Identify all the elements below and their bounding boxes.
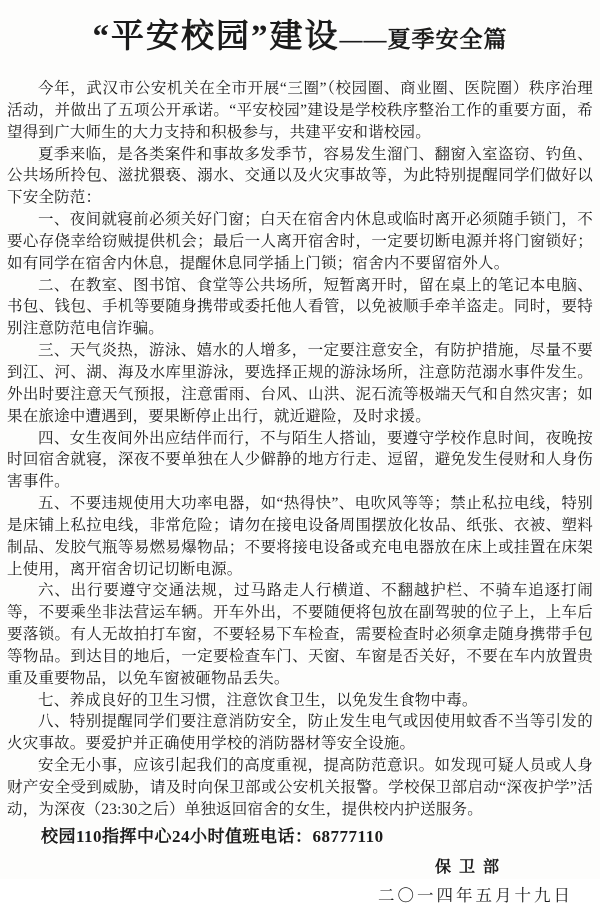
phone-line: 校园110指挥中心24小时值班电话：68777110: [41, 826, 384, 846]
signature-date: 二〇一四年五月十九日: [378, 885, 573, 905]
paragraph-summer-warning: 夏季来临，是各类案件和事故多发季节，容易发生溜门、翻窗入室盗窃、钓鱼、公共场所拎包、滋扰猥亵、溺水、交通以及火灾事故等，为此特别提醒同学们做好以下安全防范：: [7, 145, 593, 207]
notice-body: [7, 78, 593, 906]
item-4-night-travel-safety: 四、女生夜间外出应结伴而行，不与陌生人搭讪，要遵守学校作息时间，夜晚按时回宿舍就寝，深夜不要单独在人少僻静的地方行走、逗留，避免发生侵财和人身伤害事件。: [7, 429, 593, 491]
item-6-traffic-vehicle-safety: 六、出行要遵守交通法规，过马路走人行横道、不翻越护栏、不骑车追逐打闹等，不要乘坐非法营运车辆。开车外出，不要随便将包放在副驾驶的位子上，上车后要落锁。有人无故拍打车窗，不要轻易下车检查，需要检查时必须拿走随身携带手包等物品。到达目的地后，一定要检查车门、天窗、车窗是否关好，不要在车内放置贵重及重要物品，以免车窗被砸物品丢失。: [7, 582, 593, 687]
item-3-swimming-weather: 三、天气炎热，游泳、嬉水的人增多，一定要注意安全，有防护措施，尽量不要到江、河、湖、海及水库里游泳，要选择正规的游泳场所，注意防范溺水事件发生。外出时要注意天气预报，注意雷雨、台风、山洪、泥石流等极端天气和自然灾害；如果在旅途中遭遇到，要果断停止出行，就近避险，及时求援。: [7, 342, 593, 425]
paragraph-closing: 安全无小事，应该引起我们的高度重视，提高防范意识。如发现可疑人员或人身财产安全受到威胁，请及时向保卫部或公安机关报警。学校保卫部启动“深夜护学”活动，为深夜（23:30之后）单独返回宿舍的女生，提供校内护送服务。: [7, 757, 593, 818]
item-5-electrical-safety: 五、不要违规使用大功率电器，如“热得快”、电吹风等等；禁止私拉电线，特别是床铺上私拉电线，非常危险；请勿在接电设备周围摆放化妆品、纸张、衣被、塑料制品、发胶气瓶等易燃易爆物品；不要将接电设备或充电电器放在床上或挂置在床架上使用，离开宿舍切记切断电源。: [7, 495, 593, 578]
item-7-food-hygiene: 七、养成良好的卫生习惯，注意饮食卫生，以免发生食物中毒。: [38, 691, 478, 709]
signature-department: 保 卫 部: [434, 858, 501, 876]
item-2-personal-belongings: 二、在教室、图书馆、食堂等公共场所，短暂离开时，留在桌上的笔记本电脑、书包、钱包、手机等要随身携带或委托他人看管，以免被顺手牵羊盗走。同时，要特别注意防范电信诈骗。: [7, 276, 593, 338]
item-1-dorm-doors-windows: 一、夜间就寝前必须关好门窗；白天在宿舍内休息或临时离开必须随手锁门，不要心存侥幸给窃贼提供机会；最后一人离开宿舍时，一定要切断电源并将门窗锁好；如有同学在宿舍内休息，提醒休息同学插上门锁；宿舍内不要留宿外人。: [7, 211, 593, 272]
title-main-text: “平安校园”建设: [92, 19, 340, 55]
item-8-fire-safety: 八、特别提醒同学们要注意消防安全，防止发生电气或因使用蚊香不当等引发的火灾事故。要爱护并正确使用学校的消防器材等安全设施。: [7, 713, 593, 753]
page-title: [7, 10, 593, 57]
paragraph-intro: 今年，武汉市公安机关在全市开展“三圈”（校园圈、商业圈、医院圈）秩序治理活动，并做出了五项公开承诺。“平安校园”建设是学校秩序整治工作的重要方面，希望得到广大师生的大力支持和积极参与，共建平安和谐校园。: [7, 80, 593, 141]
title-suffix-text: ——夏季安全篇: [339, 27, 508, 52]
